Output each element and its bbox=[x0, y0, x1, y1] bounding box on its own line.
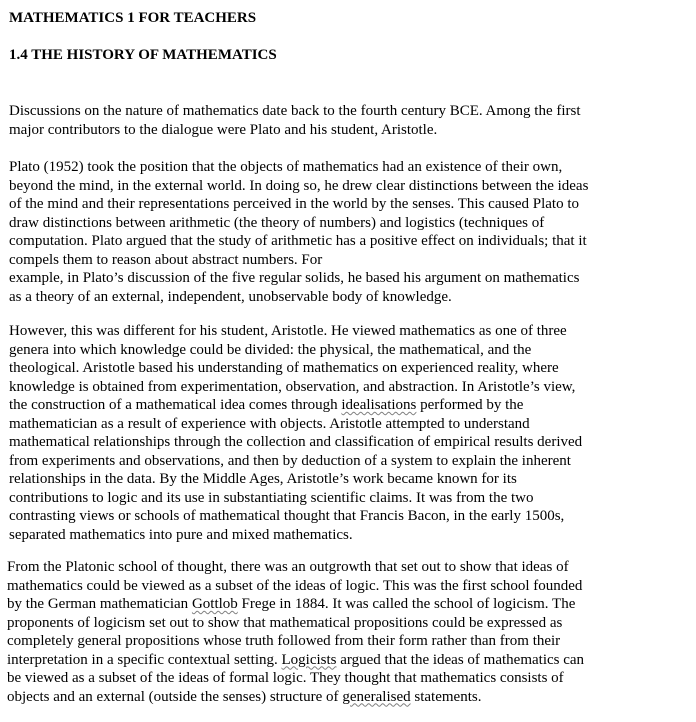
text-line: genera into which knowledge could be divided: the physical, the mathematical, and the bbox=[9, 341, 532, 358]
text-line bbox=[7, 651, 584, 670]
text-line: completely general propositions whose truth followed from their form rather than from their bbox=[7, 633, 561, 649]
spellcheck-flagged-word[interactable]: generalised bbox=[342, 688, 411, 705]
text-line: Plato (1952) took the position that the objects of mathematics had an existence of their own, bbox=[9, 159, 563, 175]
paragraph-plato bbox=[9, 158, 588, 306]
text-segment: Frege in 1884. It was called the school of logicism. The bbox=[237, 596, 576, 612]
text-line: However, this was different for his student, Aristotle. He viewed mathematics as one of three bbox=[9, 323, 567, 339]
text-line bbox=[9, 396, 582, 415]
text-segment: by the German mathematician bbox=[7, 596, 192, 612]
spellcheck-flagged-word[interactable]: Logicists bbox=[281, 651, 337, 668]
text-line bbox=[7, 595, 584, 614]
text-segment: performed by the bbox=[416, 397, 524, 413]
text-line: From the Platonic school of thought, there was an outgrowth that set out to show that ideas of bbox=[7, 559, 569, 575]
text-line: mathematics could be viewed as a subset of the ideas of logic. This was the first school founded bbox=[7, 577, 583, 594]
text-line: computation. Plato argued that the study of arithmetic has a positive effect on individuals; that it bbox=[9, 233, 587, 249]
document-title: MATHEMATICS 1 FOR TEACHERS bbox=[9, 10, 257, 26]
text-segment: the construction of a mathematical idea comes through bbox=[9, 397, 342, 413]
text-line: contributions to logic and its use in substantiating scientific claims. It was from the two bbox=[9, 489, 534, 506]
text-line: from experiments and observations, and then by deduction of a system to explain the inherent bbox=[9, 452, 571, 469]
spellcheck-flagged-word[interactable]: idealisations bbox=[341, 397, 417, 413]
text-line: relationships in the data. By the Middle Ages, Aristotle’s work became known for its bbox=[9, 471, 517, 487]
text-line: knowledge is obtained from experimentation, observation, and abstraction. In Aristotle’s view, bbox=[9, 378, 576, 395]
text-line: beyond the mind, in the external world. In doing so, he drew clear distinctions between the ideas bbox=[9, 177, 589, 194]
text-line: mathematical relationships through the collection and classification of empirical results derived bbox=[9, 434, 583, 450]
text-line bbox=[7, 688, 584, 707]
paragraph-aristotle bbox=[9, 322, 582, 544]
text-line: compels them to reason about abstract numbers. For bbox=[9, 251, 323, 268]
text-line: as a theory of an external, independent, unobservable body of knowledge. bbox=[9, 288, 452, 305]
paragraph-logicism bbox=[7, 558, 584, 706]
text-line: of the mind and their representations perceived in the world by the senses. This caused Plato to bbox=[9, 196, 579, 212]
text-segment: statements. bbox=[410, 688, 482, 705]
text-line: mathematician as a result of experience with objects. Aristotle attempted to understand bbox=[9, 415, 530, 432]
text-line: contrasting views or schools of mathematical thought that Francis Bacon, in the early 1500s, bbox=[9, 508, 565, 524]
text-line: be viewed as a subset of the ideas of formal logic. They thought that mathematics consists of bbox=[7, 670, 564, 686]
text-line: separated mathematics into pure and mixed mathematics. bbox=[9, 526, 353, 543]
spellcheck-flagged-word[interactable]: Gottlob bbox=[191, 596, 238, 612]
text-segment: interpretation in a specific contextual setting. bbox=[7, 651, 282, 668]
section-heading: 1.4 THE HISTORY OF MATHEMATICS bbox=[9, 47, 277, 63]
text-line: major contributors to the dialogue were Plato and his student, Aristotle. bbox=[9, 121, 438, 138]
text-segment: argued that the ideas of mathematics can bbox=[336, 651, 585, 668]
text-line: Discussions on the nature of mathematics date back to the fourth century BCE. Among the first bbox=[9, 103, 581, 119]
paragraph-intro bbox=[9, 102, 581, 139]
text-segment: objects and an external (outside the senses) structure of bbox=[7, 688, 343, 705]
text-line: draw distinctions between arithmetic (the theory of numbers) and logistics (techniques of bbox=[9, 214, 545, 231]
text-line: proponents of logicism set out to show that mathematical propositions could be expressed as bbox=[7, 614, 563, 631]
text-line: theological. Aristotle based his understanding of mathematics on experienced reality, where bbox=[9, 360, 559, 376]
text-line: example, in Plato’s discussion of the five regular solids, he based his argument on mathematics bbox=[9, 270, 580, 286]
